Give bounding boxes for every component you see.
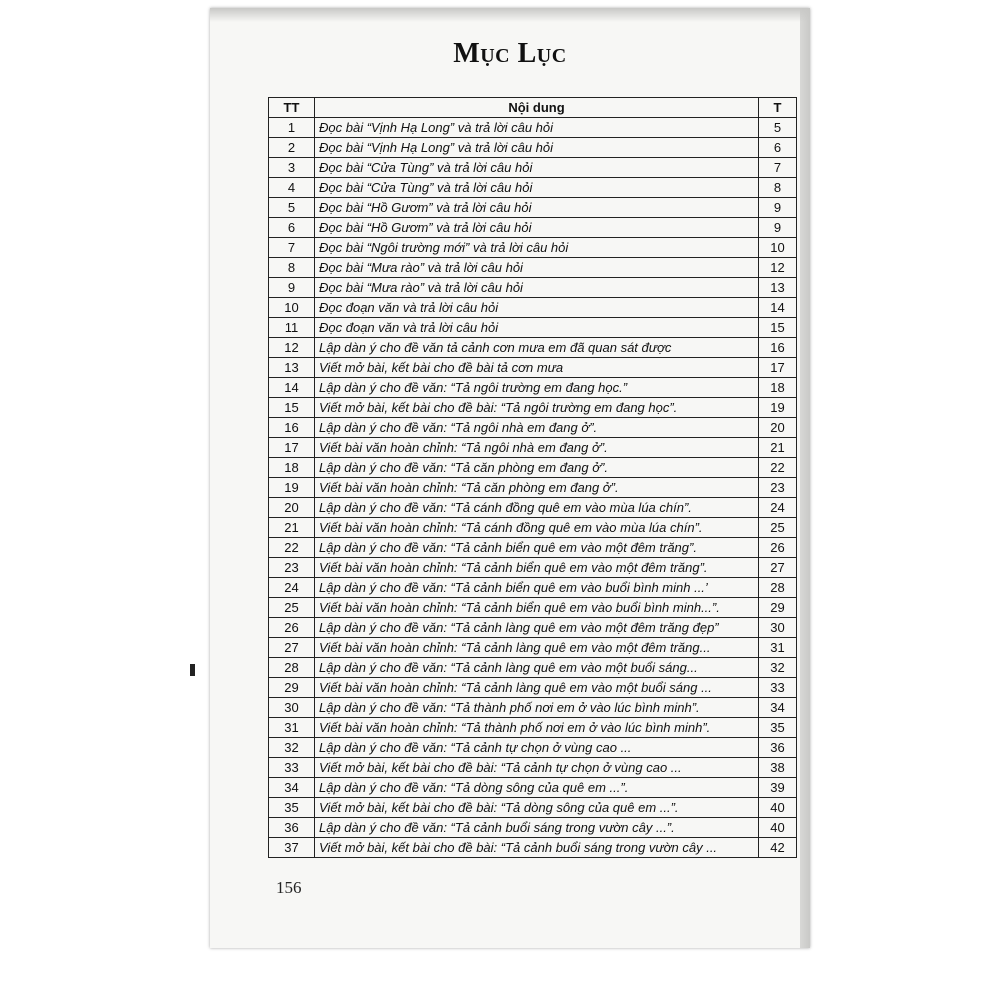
toc-table xyxy=(268,97,797,858)
toc-row xyxy=(269,798,797,818)
row-content: Lập dàn ý cho đề văn: “Tả thành phố nơi em ở vào lúc bình minh”. xyxy=(315,698,759,718)
row-number: 7 xyxy=(269,238,315,258)
row-content: Lập dàn ý cho đề văn: “Tả cảnh làng quê em vào một đêm trăng đẹp” xyxy=(315,618,759,638)
row-page: 36 xyxy=(759,738,797,758)
toc-header-row xyxy=(269,98,797,118)
row-content: Lập dàn ý cho đề văn: “Tả căn phòng em đang ở”. xyxy=(315,458,759,478)
row-content: Viết mở bài, kết bài cho đề bài: “Tả dòng sông của quê em ...”. xyxy=(315,798,759,818)
row-content: Đọc đoạn văn và trả lời câu hỏi xyxy=(315,298,759,318)
row-number: 20 xyxy=(269,498,315,518)
row-page: 16 xyxy=(759,338,797,358)
row-number: 28 xyxy=(269,658,315,678)
toc-row xyxy=(269,418,797,438)
row-number: 12 xyxy=(269,338,315,358)
row-content: Lập dàn ý cho đề văn: “Tả cảnh buổi sáng trong vườn cây ...”. xyxy=(315,818,759,838)
row-content: Đọc bài “Ngôi trường mới” và trả lời câu hỏi xyxy=(315,238,759,258)
row-content: Viết bài văn hoàn chỉnh: “Tả cảnh làng quê em vào một buổi sáng ... xyxy=(315,678,759,698)
row-number: 5 xyxy=(269,198,315,218)
toc-row xyxy=(269,358,797,378)
header-tt: TT xyxy=(269,98,315,118)
row-page: 9 xyxy=(759,198,797,218)
row-number: 3 xyxy=(269,158,315,178)
header-content: Nội dung xyxy=(315,98,759,118)
row-content: Viết bài văn hoàn chỉnh: “Tả cánh đồng quê em vào mùa lúa chín”. xyxy=(315,518,759,538)
toc-row xyxy=(269,398,797,418)
toc-row xyxy=(269,518,797,538)
row-number: 21 xyxy=(269,518,315,538)
row-number: 11 xyxy=(269,318,315,338)
toc-row xyxy=(269,138,797,158)
row-content: Lập dàn ý cho đề văn: “Tả cảnh tự chọn ở vùng cao ... xyxy=(315,738,759,758)
toc-row xyxy=(269,758,797,778)
row-content: Viết bài văn hoàn chỉnh: “Tả thành phố nơi em ở vào lúc bình minh”. xyxy=(315,718,759,738)
row-number: 25 xyxy=(269,598,315,618)
row-number: 36 xyxy=(269,818,315,838)
toc-row xyxy=(269,438,797,458)
row-content: Viết mở bài, kết bài cho đề bài tả cơn mưa xyxy=(315,358,759,378)
row-page: 8 xyxy=(759,178,797,198)
row-number: 2 xyxy=(269,138,315,158)
row-page: 40 xyxy=(759,798,797,818)
row-number: 29 xyxy=(269,678,315,698)
row-page: 32 xyxy=(759,658,797,678)
page-title: Mục Lục xyxy=(453,38,567,69)
row-page: 12 xyxy=(759,258,797,278)
binding-mark xyxy=(190,664,195,676)
toc-body xyxy=(269,118,797,858)
page-edge xyxy=(800,8,810,948)
row-number: 19 xyxy=(269,478,315,498)
toc-row xyxy=(269,238,797,258)
row-page: 15 xyxy=(759,318,797,338)
row-number: 8 xyxy=(269,258,315,278)
row-number: 1 xyxy=(269,118,315,138)
row-number: 23 xyxy=(269,558,315,578)
row-content: Đọc đoạn văn và trả lời câu hỏi xyxy=(315,318,759,338)
row-content: Viết bài văn hoàn chỉnh: “Tả cảnh biển quê em vào buổi bình minh...”. xyxy=(315,598,759,618)
row-page: 5 xyxy=(759,118,797,138)
row-content: Viết mở bài, kết bài cho đề bài: “Tả cảnh tự chọn ở vùng cao ... xyxy=(315,758,759,778)
header-page: T xyxy=(759,98,797,118)
row-content: Đọc bài “Cửa Tùng” và trả lời câu hỏi xyxy=(315,158,759,178)
row-number: 37 xyxy=(269,838,315,858)
toc-row xyxy=(269,498,797,518)
row-page: 6 xyxy=(759,138,797,158)
toc-row xyxy=(269,778,797,798)
row-page: 14 xyxy=(759,298,797,318)
row-number: 35 xyxy=(269,798,315,818)
row-content: Viết mở bài, kết bài cho đề bài: “Tả cảnh buổi sáng trong vườn cây ... xyxy=(315,838,759,858)
row-number: 9 xyxy=(269,278,315,298)
row-content: Đọc bài “Hồ Gươm” và trả lời câu hỏi xyxy=(315,218,759,238)
row-content: Đọc bài “Mưa rào” và trả lời câu hỏi xyxy=(315,278,759,298)
toc-row xyxy=(269,618,797,638)
toc-row xyxy=(269,698,797,718)
toc-row xyxy=(269,718,797,738)
row-page: 29 xyxy=(759,598,797,618)
row-page: 27 xyxy=(759,558,797,578)
row-number: 16 xyxy=(269,418,315,438)
row-page: 30 xyxy=(759,618,797,638)
toc-row xyxy=(269,118,797,138)
row-page: 13 xyxy=(759,278,797,298)
row-page: 39 xyxy=(759,778,797,798)
row-content: Lập dàn ý cho đề văn: “Tả cảnh làng quê em vào một buổi sáng... xyxy=(315,658,759,678)
top-shadow xyxy=(210,8,810,22)
row-page: 31 xyxy=(759,638,797,658)
toc-row xyxy=(269,838,797,858)
row-number: 18 xyxy=(269,458,315,478)
row-content: Lập dàn ý cho đề văn tả cảnh cơn mưa em đã quan sát được xyxy=(315,338,759,358)
toc-row xyxy=(269,738,797,758)
row-content: Viết bài văn hoàn chỉnh: “Tả ngôi nhà em đang ở”. xyxy=(315,438,759,458)
row-content: Đọc bài “Hồ Gươm” và trả lời câu hỏi xyxy=(315,198,759,218)
page-number: 156 xyxy=(276,878,302,897)
row-content: Viết bài văn hoàn chỉnh: “Tả cảnh làng quê em vào một đêm trăng... xyxy=(315,638,759,658)
row-number: 6 xyxy=(269,218,315,238)
toc-row xyxy=(269,218,797,238)
toc-row xyxy=(269,638,797,658)
toc-row xyxy=(269,378,797,398)
row-content: Lập dàn ý cho đề văn: “Tả cảnh biển quê em vào một đêm trăng”. xyxy=(315,538,759,558)
row-number: 27 xyxy=(269,638,315,658)
row-content: Đọc bài “Mưa rào” và trả lời câu hỏi xyxy=(315,258,759,278)
row-number: 34 xyxy=(269,778,315,798)
row-page: 33 xyxy=(759,678,797,698)
row-number: 32 xyxy=(269,738,315,758)
row-page: 10 xyxy=(759,238,797,258)
row-page: 38 xyxy=(759,758,797,778)
row-page: 25 xyxy=(759,518,797,538)
row-page: 9 xyxy=(759,218,797,238)
row-number: 26 xyxy=(269,618,315,638)
row-page: 24 xyxy=(759,498,797,518)
row-page: 22 xyxy=(759,458,797,478)
row-page: 34 xyxy=(759,698,797,718)
toc-row xyxy=(269,578,797,598)
toc-row xyxy=(269,558,797,578)
row-content: Lập dàn ý cho đề văn: “Tả ngôi trường em đang học.” xyxy=(315,378,759,398)
row-page: 21 xyxy=(759,438,797,458)
row-number: 17 xyxy=(269,438,315,458)
row-content: Viết bài văn hoàn chỉnh: “Tả căn phòng em đang ở”. xyxy=(315,478,759,498)
toc-row xyxy=(269,258,797,278)
row-number: 30 xyxy=(269,698,315,718)
row-number: 10 xyxy=(269,298,315,318)
row-number: 14 xyxy=(269,378,315,398)
row-page: 7 xyxy=(759,158,797,178)
toc-row xyxy=(269,278,797,298)
toc-row xyxy=(269,318,797,338)
toc-row xyxy=(269,458,797,478)
toc-row xyxy=(269,478,797,498)
row-page: 17 xyxy=(759,358,797,378)
row-page: 35 xyxy=(759,718,797,738)
row-number: 31 xyxy=(269,718,315,738)
toc-row xyxy=(269,678,797,698)
toc-row xyxy=(269,198,797,218)
row-page: 40 xyxy=(759,818,797,838)
row-content: Đọc bài “Vịnh Hạ Long” và trả lời câu hỏi xyxy=(315,118,759,138)
row-content: Lập dàn ý cho đề văn: “Tả cảnh biển quê em vào buổi bình minh ...’ xyxy=(315,578,759,598)
row-page: 23 xyxy=(759,478,797,498)
row-content: Viết mở bài, kết bài cho đề bài: “Tả ngôi trường em đang học”. xyxy=(315,398,759,418)
toc-row xyxy=(269,158,797,178)
row-number: 22 xyxy=(269,538,315,558)
row-content: Đọc bài “Vịnh Hạ Long” và trả lời câu hỏi xyxy=(315,138,759,158)
row-content: Lập dàn ý cho đề văn: “Tả dòng sông của quê em ...”. xyxy=(315,778,759,798)
row-content: Lập dàn ý cho đề văn: “Tả ngôi nhà em đang ở”. xyxy=(315,418,759,438)
row-number: 4 xyxy=(269,178,315,198)
row-number: 13 xyxy=(269,358,315,378)
toc-row xyxy=(269,178,797,198)
row-content: Đọc bài “Cửa Tùng” và trả lời câu hỏi xyxy=(315,178,759,198)
row-number: 15 xyxy=(269,398,315,418)
row-number: 24 xyxy=(269,578,315,598)
toc-row xyxy=(269,338,797,358)
toc-row xyxy=(269,598,797,618)
row-page: 28 xyxy=(759,578,797,598)
row-content: Lập dàn ý cho đề văn: “Tả cánh đồng quê em vào mùa lúa chín”. xyxy=(315,498,759,518)
toc-row xyxy=(269,538,797,558)
toc-row xyxy=(269,818,797,838)
row-number: 33 xyxy=(269,758,315,778)
row-page: 42 xyxy=(759,838,797,858)
row-content: Viết bài văn hoàn chỉnh: “Tả cảnh biển quê em vào một đêm trăng”. xyxy=(315,558,759,578)
row-page: 19 xyxy=(759,398,797,418)
toc-row xyxy=(269,658,797,678)
row-page: 20 xyxy=(759,418,797,438)
toc-row xyxy=(269,298,797,318)
row-page: 18 xyxy=(759,378,797,398)
row-page: 26 xyxy=(759,538,797,558)
